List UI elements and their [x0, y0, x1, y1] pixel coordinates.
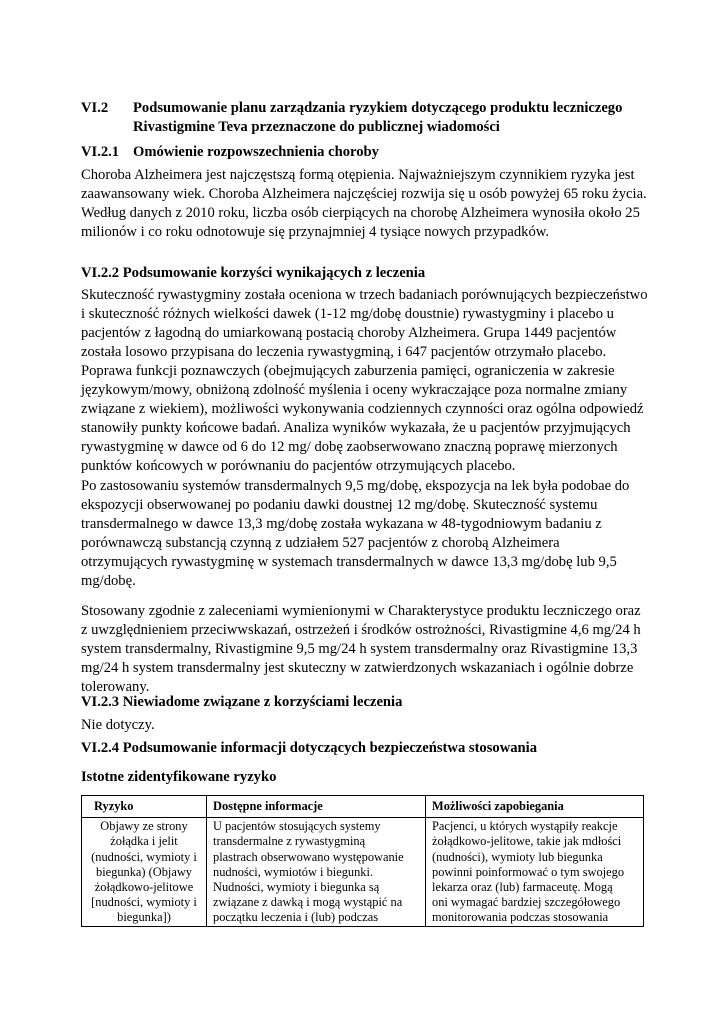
text-line: milionów i co roku odnotowuje się przynajmniej 4 tysiące nowych przypadków.: [81, 224, 549, 240]
cell-line: powinni poinformować o tym swojego: [432, 864, 625, 879]
cell-line: lekarza oraz (lub) farmaceutę. Mogą: [432, 880, 613, 895]
section-vi22-paragraph-2: [81, 477, 661, 591]
cell-line: U pacjentów stosujących systemy: [213, 819, 381, 834]
section-vi21-number: VI.2.1: [81, 144, 120, 160]
cell-line: [nudności, wymioty i: [91, 895, 197, 910]
text-line: transdermalnego w dawce 13,3 mg/dobę została wykazana w 48-tygodniowym badaniu z: [81, 516, 602, 532]
table-header-risk: Ryzyko: [82, 796, 207, 818]
text-line: mg/dobę.: [81, 573, 136, 589]
text-line: językowym/mowy, obniżoną zdolność myślenia i oceny wykraczające poza normalne zmiany: [81, 382, 628, 398]
cell-line: transdermalne z rywastygminą: [213, 834, 366, 849]
text-line: Stosowany zgodnie z zaleceniami wymienionymi w Charakterystyce produktu leczniczego oraz: [81, 603, 641, 619]
text-line: z uwzględnieniem przeciwwskazań, ostrzeżeń i środków ostrożności, Rivastigmine 4,6 mg/24 h: [81, 622, 641, 638]
section-vi2-number: VI.2: [81, 100, 109, 116]
section-vi21-paragraph: [81, 166, 661, 242]
cell-line: plastrach obserwowano występowanie: [213, 849, 404, 864]
text-line: tolerowany.: [81, 679, 150, 695]
risk-table: [81, 795, 644, 927]
cell-line: oni wymagać bardziej szczegółowego: [432, 895, 621, 910]
text-line: została losowo przypisana do leczenia rywastygminą, i 647 pacjentów otrzymało placebo.: [81, 344, 607, 360]
cell-line: monitorowania podczas stosowania: [432, 910, 609, 925]
text-line: otrzymujących rywastygminę w systemach transdermalnych w dawce 13,3 mg/dobę lub 9,5: [81, 554, 617, 570]
section-vi22-paragraph-1: [81, 286, 661, 476]
cell-line: Nudności, wymioty i biegunka są: [213, 880, 380, 895]
cell-line: żołądkowo-jelitowe, takie jak mdłości: [432, 834, 622, 849]
text-line: Poprawa funkcji poznawczych (obejmujących zaburzenia pamięci, ograniczenia w zakresie: [81, 363, 615, 379]
section-vi2-title: [133, 99, 622, 137]
cell-line: żołądka i jelit: [110, 834, 178, 849]
cell-line: Objawy ze strony: [100, 819, 188, 834]
text-line: ekspozycji obserwowanej po podaniu dawki doustnej 12 mg/dobę. Skuteczność systemu: [81, 497, 598, 513]
text-line: rywastygminę w dawce od 6 do 12 mg/ dobę zaobserwowano znaczną poprawę mierzonych: [81, 439, 618, 455]
table-row: [82, 818, 644, 926]
section-vi23-text: Nie dotyczy.: [81, 717, 155, 733]
text-line: punktów końcowych w porównaniu do pacjentów otrzymujących placebo.: [81, 458, 516, 474]
section-vi24-subtitle: Istotne zidentyfikowane ryzyko: [81, 769, 277, 785]
cell-line: Pacjenci, u których wystąpiły reakcje: [432, 819, 618, 834]
text-line: Choroba Alzheimera jest najczęstszą formą otępienia. Najważniejszym czynnikiem ryzyka jest: [81, 167, 635, 183]
cell-line: nudności, wymiotów i biegunki.: [213, 864, 374, 879]
table-cell-risk: [82, 818, 207, 926]
text-line: porównawczą substancją czynną z udziałem 527 pacjentów z chorobą Alzheimera: [81, 535, 560, 551]
text-line: mg/24 h system transdermalny jest skuteczny w zatwierdzonych wskazaniach i ogólnie dobrze: [81, 660, 634, 676]
text-line: pacjentów z łagodną do umiarkowaną postacią choroby Alzheimera. Grupa 1449 pacjentów: [81, 325, 617, 341]
table-cell-info: [207, 818, 426, 926]
cell-line: (nudności), wymioty lub biegunka: [432, 849, 603, 864]
text-line: zaawansowany wiek. Choroba Alzheimera najczęściej rozwija się u osób powyżej 65 roku życia.: [81, 186, 647, 202]
table-header-row: [82, 796, 644, 818]
table-header-info: Dostępne informacje: [207, 796, 426, 818]
section-vi2-title-line: Podsumowanie planu zarządzania ryzykiem dotyczącego produktu leczniczego: [133, 100, 623, 116]
section-vi22-title: VI.2.2 Podsumowanie korzyści wynikających z leczenia: [81, 265, 426, 281]
cell-line: (nudności, wymioty i: [91, 849, 197, 864]
text-line: system transdermalny, Rivastigmine 9,5 mg/24 h system transdermalny oraz Rivastigmine 13,3: [81, 641, 638, 657]
cell-line: biegunka) (Objawy: [96, 864, 192, 879]
section-vi24-title: VI.2.4 Podsumowanie informacji dotyczących bezpieczeństwa stosowania: [81, 740, 538, 756]
text-line: i skuteczność różnych wielkości dawek (1-12 mg/dobę doustnie) rywastygminy i placebo u: [81, 306, 614, 322]
section-vi23-title: VI.2.3 Niewiadome związane z korzyściami leczenia: [81, 694, 403, 710]
section-vi2-title-line: Rivastigmine Teva przeznaczone do publicznej wiadomości: [133, 119, 500, 135]
section-vi22-paragraph-3: [81, 602, 661, 697]
table-cell-prevention: [426, 818, 644, 926]
text-line: związane z wiekiem), możliwości wykonywania codziennych czynności oraz ogólna odpowiedź: [81, 401, 644, 417]
text-line: Po zastosowaniu systemów transdermalnych 9,5 mg/dobę, ekspozycja na lek była podobae do: [81, 478, 630, 494]
cell-line: żołądkowo-jelitowe: [94, 880, 194, 895]
text-line: stanowiły punkty końcowe badań. Analiza wyników wykazała, że u pacjentów przyjmujących: [81, 420, 631, 436]
table-header-prevention: Możliwości zapobiegania: [426, 796, 644, 818]
cell-line: związane z dawką i mogą wystąpić na: [213, 895, 403, 910]
cell-line: biegunka]): [117, 910, 171, 925]
text-line: Skuteczność rywastygminy została oceniona w trzech badaniach porównujących bezpieczeństwo: [81, 287, 648, 303]
text-line: Według danych z 2010 roku, liczba osób cierpiących na chorobę Alzheimera wynosiła około 25: [81, 205, 640, 221]
section-vi21-title: Omówienie rozpowszechnienia choroby: [133, 144, 379, 160]
cell-line: początku leczenia i (lub) podczas: [213, 910, 379, 925]
